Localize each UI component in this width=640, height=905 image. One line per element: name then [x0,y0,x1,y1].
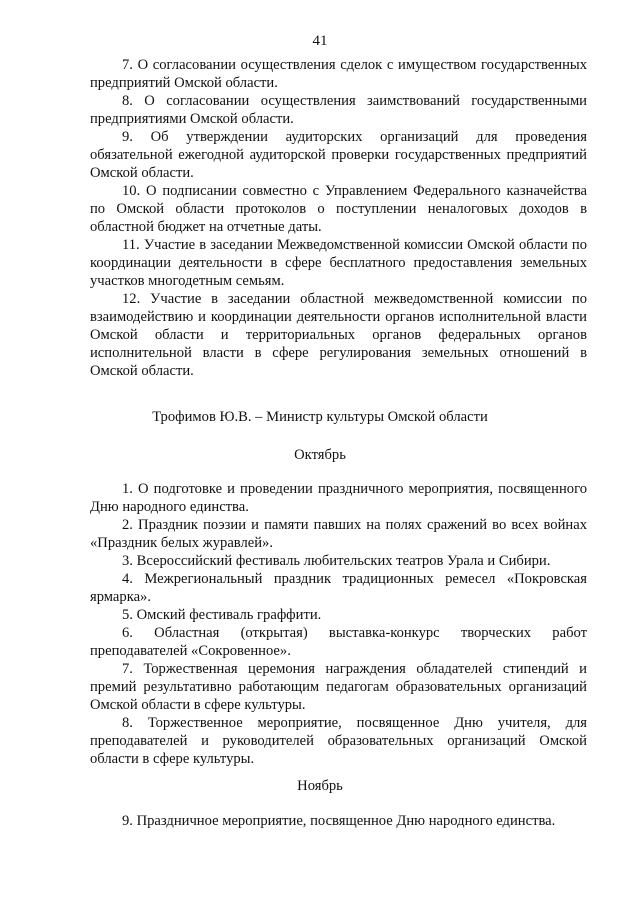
list-item: 8. О согласовании осуществления заимствований государственными предприятиями Омской области. [90,93,587,127]
list-item: 7. О согласовании осуществления сделок с имуществом государственных предприятий Омской области. [90,57,587,91]
month-heading-november: Ноябрь [297,778,343,794]
list-item: 9. Праздничное мероприятие, посвященное Дню народного единства. [122,813,556,829]
list-item: 8. Торжественное мероприятие, посвященное Дню учителя, для преподавателей и руководителей образовательных организаций Омской области в сфере культуры. [90,715,587,767]
list-item: 3. Всероссийский фестиваль любительских театров Урала и Сибири. [122,553,551,569]
minister-heading: Трофимов Ю.В. – Министр культуры Омской области [152,409,488,425]
list-item: 4. Межрегиональный праздник традиционных ремесел «Покровская ярмарка». [90,571,587,605]
list-item: 12. Участие в заседании областной межведомственной комиссии по взаимодействию и координации деятельности органов исполнительной власти Омской области и территориальных органов федеральных органов исполнительной власти в сфере регулирования земельных отношений в Омской области. [90,291,587,379]
list-item: 7. Торжественная церемония награждения обладателей стипендий и премий результативно работающим педагогам образовательных организаций Омской области в сфере культуры. [90,661,587,713]
list-item: 11. Участие в заседании Межведомственной комиссии Омской области по координации деятельности в сфере бесплатного предоставления земельных участков многодетным семьям. [90,237,587,289]
page-number: 41 [312,33,328,49]
month-heading-october: Октябрь [294,447,346,463]
november-list [90,812,587,830]
list-item: 9. Об утверждении аудиторских организаций для проведения обязательной ежегодной аудиторской проверки государственных предприятий Омской области. [90,129,587,181]
list-item: 6. Областная (открытая) выставка-конкурс творческих работ преподавателей «Сокровенное». [90,625,587,659]
october-list [90,480,587,768]
list-item: 5. Омский фестиваль граффити. [122,607,322,623]
list-item: 1. О подготовке и проведении праздничного мероприятия, посвященного Дню народного единства. [90,481,587,515]
section-top-list [90,56,587,380]
list-item: 10. О подписании совместно с Управлением Федерального казначейства по Омской области протоколов о поступлении неналоговых доходов в областной бюджет на отчетные даты. [90,183,587,235]
list-item: 2. Праздник поэзии и памяти павших на полях сражений во всех войнах «Праздник белых журавлей». [90,517,587,551]
